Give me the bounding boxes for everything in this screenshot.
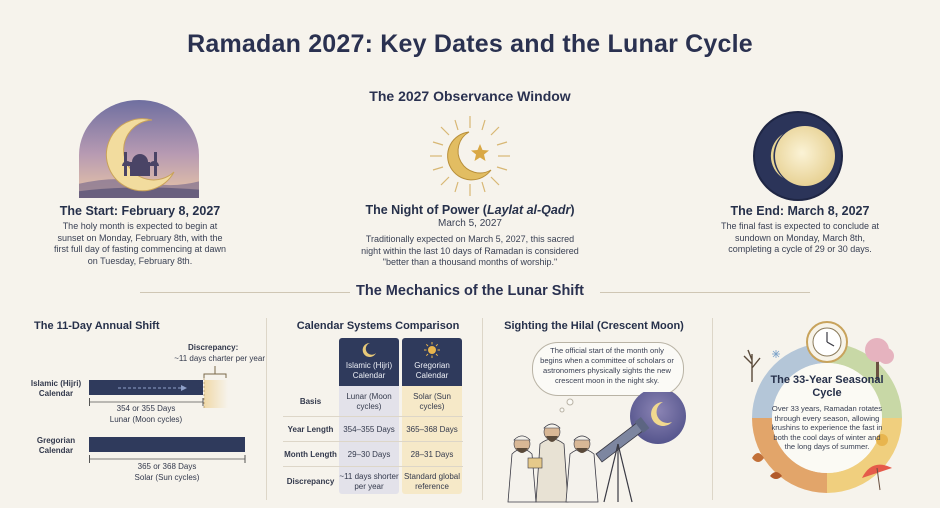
gregorian-cycle: Solar (Sun cycles) [134, 473, 200, 482]
moon-icon [361, 342, 377, 358]
end-heading: The End: March 8, 2027 [730, 204, 870, 218]
islamic-cycle: Lunar (Moon cycles) [109, 415, 183, 424]
end-text: The final fast is expected to conclude at sundown on Monday, March 8th, completing a cycle of 29 or 30 days. [720, 221, 880, 254]
separator-1 [266, 318, 267, 500]
cell-islamic-basis: Lunar (Moon cycles) [346, 392, 392, 411]
start-text: The holy month is expected to begin at sunset on Monday, February 8th, with the first full day of fasting commencing at dawn on Tuesday, February 8th. [53, 221, 227, 266]
night-date: March 5, 2027 [438, 218, 502, 229]
sun-icon [424, 342, 440, 358]
page-title: Ramadan 2027: Key Dates and the Lunar Cycle [187, 30, 753, 58]
col-islamic-header: Islamic (Hijri) Calendar [345, 361, 393, 380]
islamic-days: 354 or 355 Days [116, 404, 176, 413]
shift-title: The 11-Day Annual Shift [34, 320, 160, 332]
separator-3 [712, 318, 713, 500]
hilal-title: Sighting the Hilal (Crescent Moon) [504, 320, 684, 332]
discrepancy-bracket [200, 366, 230, 412]
row-label-discrepancy: Discrepancy [286, 477, 335, 486]
discrepancy-label: Discrepancy: [188, 343, 239, 352]
row-label-basis: Basis [299, 397, 322, 406]
cell-gregorian-discrepancy: Standard global reference [403, 472, 461, 491]
cell-gregorian-month: 28–31 Days [410, 450, 454, 459]
gregorian-bar-label: Gregorian Calendar [36, 436, 76, 455]
row-divider-3 [283, 466, 463, 467]
cell-islamic-discrepancy: ~11 days shorter per year [339, 472, 399, 491]
cell-islamic-year: 354–355 Days [343, 425, 395, 434]
arrow-right-icon [118, 384, 188, 392]
seasonal-title: The 33-Year Seasonal Cycle [770, 374, 884, 399]
start-heading: The Start: February 8, 2027 [59, 204, 221, 218]
row-divider-2 [283, 441, 463, 442]
comparison-title: Calendar Systems Comparison [296, 320, 460, 332]
observance-subtitle: The 2027 Observance Window [369, 88, 571, 104]
hilal-bubble-text: The official start of the month only begins when a committee of scholars or astronomers physically sights the new crescent moon in the night sky. [540, 346, 674, 385]
gregorian-year-bar [89, 437, 245, 452]
night-of-power-icon [425, 112, 515, 200]
row-label-year: Year Length [287, 425, 334, 434]
islamic-bar-label: Islamic (Hijri) Calendar [30, 379, 82, 398]
scholars-telescope-illustration [500, 392, 700, 504]
discrepancy-value: ~11 days charter per year [174, 354, 265, 363]
night-heading: The Night of Power (Laylat al-Qadr) [365, 203, 575, 217]
seasonal-text: Over 33 years, Ramadan rotates through every season, allowing krushins to experience the fast in both the cool days of winter and the long days of summer. [771, 404, 883, 452]
gregorian-days: 365 or 368 Days [137, 462, 197, 471]
cell-islamic-month: 29–30 Days [347, 450, 391, 459]
full-moon-icon [743, 110, 853, 202]
col-gregorian-header: Gregorian Calendar [414, 361, 450, 380]
cell-gregorian-basis: Solar (Sun cycles) [413, 392, 451, 411]
separator-2 [482, 318, 483, 500]
row-label-month: Month Length [284, 450, 337, 459]
night-text: Traditionally expected on March 5, 2027, this sacred night within the last 10 days of Ramadan is considered "better than a thousand months of worship." [361, 234, 579, 267]
cell-gregorian-year: 365–368 Days [406, 425, 458, 434]
mechanics-title: The Mechanics of the Lunar Shift [356, 283, 584, 299]
crescent-mosque-illustration [74, 100, 204, 200]
row-divider-1 [283, 416, 463, 417]
